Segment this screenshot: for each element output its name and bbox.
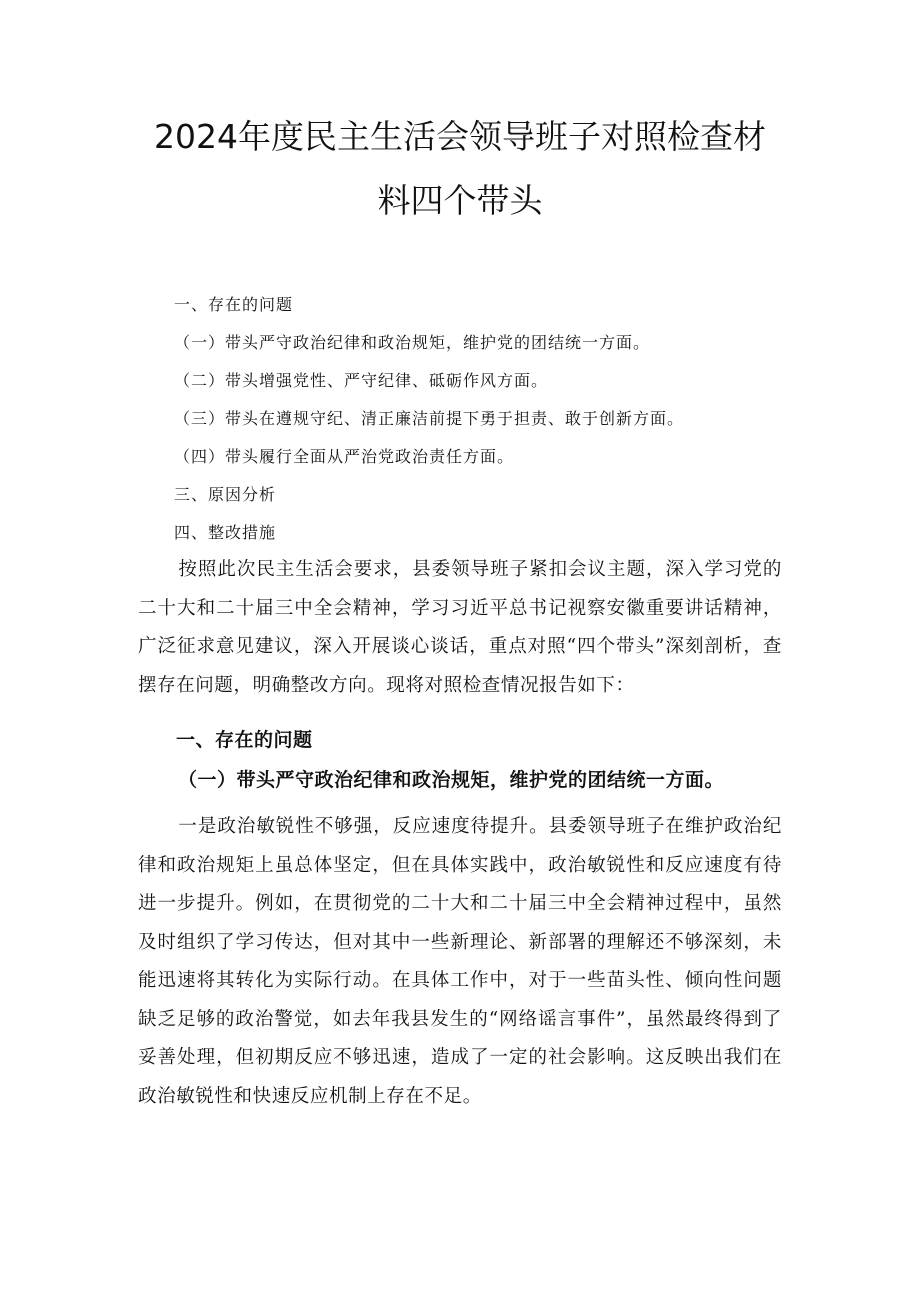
document-title-line2: 料四个带头 <box>377 181 543 220</box>
paragraph-political-sensitivity-text: 一是政治敏锐性不够强，反应速度待提升。县委领导班子在维护政治纪律和政治规矩上虽总体坚定，但在具体实践中，政治敏锐性和反应速度有待进一步提升。例如，在贯彻党的二十大和二十届三中全会精神过程中，虽然及时组织了学习传达，但对其中一些新理论、新部署的理解还不够深刻，未能迅速将其转化为实际行动。在具体工作中，对于一些苗头性、倾向性问题缺乏足够的政治警觉，如去年我县发生的“网络谣言事件”，虽然最终得到了妥善处理，但初期反应不够迅速，造成了一定的社会影响。这反映出我们在政治敏锐性和快速反应机制上存在不足。 <box>138 816 782 1107</box>
paragraph-political-sensitivity <box>138 808 782 1116</box>
toc-item-sub-4: （四）带头履行全面从严治党政治责任方面。 <box>174 447 515 466</box>
toc-item-existing-problems: 一、存在的问题 <box>174 295 294 314</box>
toc-item-sub-3: （三）带头在遵规守纪、清正廉洁前提下勇于担责、敢于创新方面。 <box>174 409 685 428</box>
section-heading-existing-problems: 一、存在的问题 <box>176 729 313 751</box>
toc-item-sub-2: （二）带头增强党性、严守纪律、砥砺作风方面。 <box>174 371 549 390</box>
toc-item-sub-1: （一）带头严守政治纪律和政治规矩，维护党的团结统一方面。 <box>174 333 651 352</box>
intro-paragraph <box>138 551 782 705</box>
subsection-heading-1: （一）带头严守政治纪律和政治规矩，维护党的团结统一方面。 <box>178 769 725 791</box>
toc-item-rectification: 四、整改措施 <box>174 523 277 542</box>
toc-item-cause-analysis: 三、原因分析 <box>174 485 277 504</box>
document-title-line1: 2024年度民主生活会领导班子对照检查材 <box>154 117 766 156</box>
intro-paragraph-text: 按照此次民主生活会要求，县委领导班子紧扣会议主题，深入学习党的二十大和二十届三中全会精神，学习习近平总书记视察安徽重要讲话精神，广泛征求意见建议，深入开展谈心谈话，重点对照“四个带头”深刻剖析，查摆存在问题，明确整改方向。现将对照检查情况报告如下： <box>138 559 782 696</box>
